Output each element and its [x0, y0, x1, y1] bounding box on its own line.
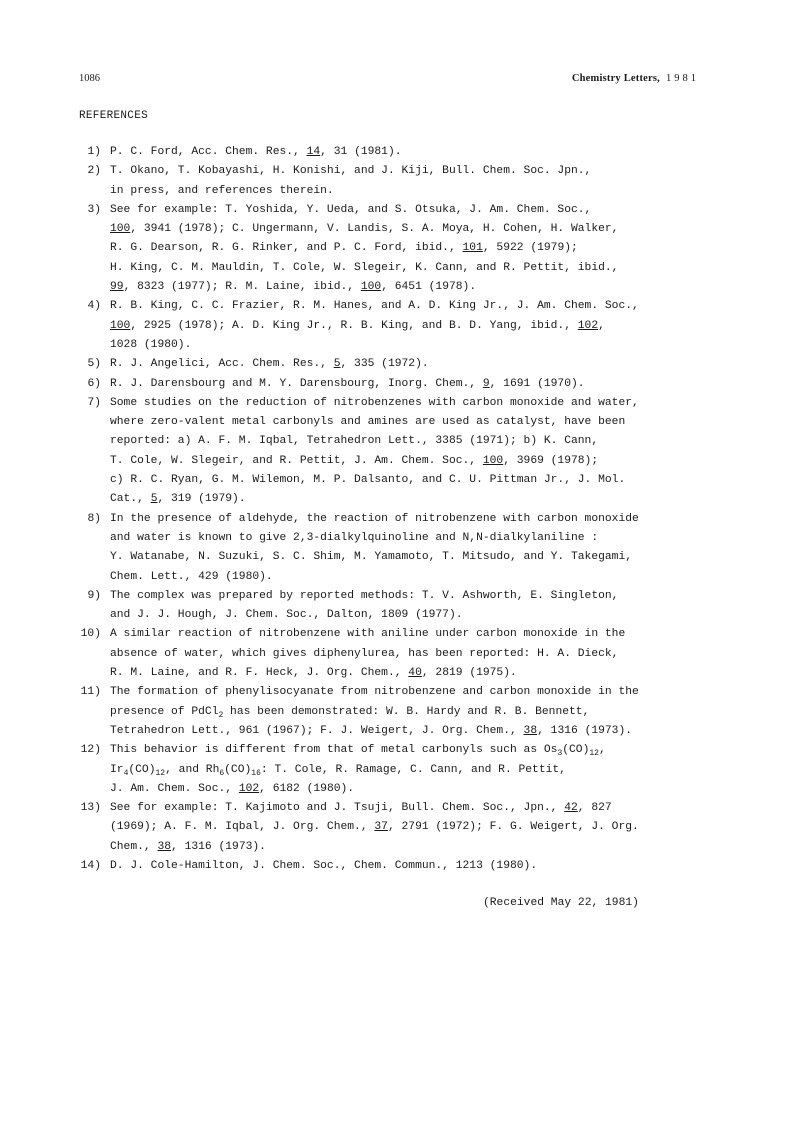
volume-number: 9 — [482, 377, 490, 390]
reference-number: 3) — [87, 203, 101, 216]
reference-number: 7) — [87, 396, 101, 409]
reference-item — [70, 162, 720, 201]
subscript: 2 — [218, 710, 224, 720]
volume-number: 100 — [110, 223, 131, 236]
volume-number: 100 — [110, 319, 131, 332]
reference-item — [70, 799, 720, 857]
reference-line: See for example: T. Kajimoto and J. Tsuji, Bull. Chem. Soc., Jpn., 42, 827 — [110, 802, 612, 815]
reference-item — [70, 587, 720, 626]
volume-number: 40 — [408, 667, 422, 680]
volume-number: 102 — [577, 319, 599, 332]
reference-item — [70, 375, 720, 394]
reference-line: R. J. Angelici, Acc. Chem. Res., 5, 335 (1972). — [110, 358, 429, 371]
reference-number: 8) — [87, 512, 101, 525]
volume-number: 5 — [333, 358, 341, 371]
reference-line: 1028 (1980). — [110, 338, 192, 351]
reference-number: 1) — [87, 146, 101, 158]
reference-line: H. King, C. M. Mauldin, T. Cole, W. Slegeir, K. Cann, and R. Pettit, ibid., — [110, 261, 619, 274]
reference-line: presence of PdCl$_2$ has been demonstrated: W. B. Hardy and R. B. Bennett, — [110, 705, 590, 720]
reference-item — [70, 857, 720, 876]
reference-number: 11) — [80, 686, 101, 699]
reference-line: Chem. Lett., 429 (1980). — [110, 570, 273, 583]
reference-line: (1969); A. F. M. Iqbal, J. Org. Chem., 37, 2791 (1972); F. G. Weigert, J. Org. — [110, 821, 639, 834]
volume-number: 38 — [523, 724, 538, 737]
reference-item — [70, 355, 720, 374]
volume-number: 38 — [157, 840, 172, 853]
volume-number: 14 — [306, 146, 321, 158]
reference-item — [70, 143, 720, 162]
reference-number: 5) — [87, 358, 101, 371]
reference-list — [70, 143, 720, 876]
reference-line: R. G. Dearson, R. G. Rinker, and P. C. Ford, ibid., 101, 5922 (1979); — [110, 242, 578, 255]
reference-line: and water is known to give 2,3-dialkylquinoline and N,N-dialkylaniline : — [110, 531, 599, 544]
subscript: 12 — [589, 749, 599, 759]
reference-line: In the presence of aldehyde, the reaction of nitrobenzene with carbon monoxide — [110, 512, 639, 525]
reference-line: where zero-valent metal carbonyls and amines are used as catalyst, have been — [110, 416, 626, 429]
reference-number: 13) — [80, 802, 101, 815]
reference-number: 9) — [87, 589, 101, 602]
reference-line: See for example: T. Yoshida, Y. Ueda, and S. Otsuka, J. Am. Chem. Soc., — [110, 203, 592, 216]
references-heading: REFERENCES — [79, 110, 149, 122]
reference-item — [70, 625, 720, 683]
subscript: 3 — [557, 749, 563, 759]
reference-line: R. M. Laine, and R. F. Heck, J. Org. Chem., 40, 2819 (1975). — [110, 667, 517, 680]
reference-number: 14) — [80, 859, 101, 872]
volume-number: 100 — [360, 281, 382, 294]
reference-line: 99, 8323 (1977); R. M. Laine, ibid., 100, 6451 (1978). — [110, 281, 477, 294]
journal-name — [572, 73, 699, 84]
reference-line: The complex was prepared by reported methods: T. V. Ashworth, E. Singleton, — [110, 589, 619, 602]
reference-line: This behavior is different from that of metal carbonyls such as $Os_3(CO)_{12}$, — [110, 744, 606, 759]
volume-number: 100 — [482, 454, 504, 467]
reference-line: R. J. Darensbourg and M. Y. Darensbourg, Inorg. Chem., 9, 1691 (1970). — [110, 377, 585, 390]
volume-number: 37 — [374, 821, 388, 834]
reference-line: in press, and references therein. — [110, 184, 334, 197]
reference-item — [70, 201, 720, 297]
volume-number: 99 — [110, 281, 124, 294]
reference-line: Tetrahedron Lett., 961 (1967); F. J. Weigert, J. Org. Chem., 38, 1316 (1973). — [110, 724, 633, 737]
reference-line: 100, 3941 (1978); C. Ungermann, V. Landis, S. A. Moya, H. Cohen, H. Walker, — [110, 223, 619, 236]
subscript: 16 — [251, 768, 261, 778]
reference-number: 10) — [80, 628, 101, 641]
reference-item — [70, 510, 720, 587]
volume-number: 102 — [238, 782, 260, 795]
reference-line: and J. J. Hough, J. Chem. Soc., Dalton, 1809 (1977). — [110, 609, 463, 622]
reference-line: J. Am. Chem. Soc., 102, 6182 (1980). — [110, 782, 355, 795]
reference-line: T. Okano, T. Kobayashi, H. Konishi, and J. Kiji, Bull. Chem. Soc. Jpn., — [110, 165, 592, 178]
subscript: 6 — [219, 768, 225, 778]
page-header — [79, 73, 699, 87]
reference-line: reported: a) A. F. M. Iqbal, Tetrahedron Lett., 3385 (1971); b) K. Cann, — [110, 435, 599, 448]
reference-number: 6) — [87, 377, 101, 390]
page-number: 1086 — [79, 73, 100, 84]
reference-item — [70, 394, 720, 510]
reference-line: absence of water, which gives diphenylurea, has been reported: H. A. Dieck, — [110, 647, 619, 660]
volume-number: 42 — [564, 802, 578, 815]
journal-year: 1981 — [666, 73, 699, 84]
volume-number: 5 — [150, 493, 158, 506]
reference-line: P. C. Ford, Acc. Chem. Res., 14, 31 (1981). — [110, 146, 402, 158]
reference-item — [70, 683, 720, 741]
journal-title: Chemistry Letters, — [571, 73, 660, 84]
subscript: 4 — [123, 768, 129, 778]
reference-number: 12) — [80, 744, 101, 757]
reference-item — [70, 297, 720, 355]
subscript: 12 — [155, 768, 166, 778]
reference-item — [70, 741, 720, 799]
received-date: (Received May 22, 1981) — [483, 897, 639, 909]
reference-line: Some studies on the reduction of nitrobenzenes with carbon monoxide and water, — [110, 396, 639, 409]
reference-line: T. Cole, W. Slegeir, and R. Pettit, J. Am. Chem. Soc., 100, 3969 (1978); — [110, 454, 599, 467]
reference-number: 2) — [87, 165, 101, 178]
volume-number: 101 — [462, 242, 483, 255]
reference-line: Chem., 38, 1316 (1973). — [110, 840, 266, 853]
reference-line: c) R. C. Ryan, G. M. Wilemon, M. P. Dalsanto, and C. U. Pittman Jr., J. Mol. — [110, 474, 626, 487]
reference-line: The formation of phenylisocyanate from nitrobenzene and carbon monoxide in the — [110, 686, 639, 699]
reference-line: Y. Watanabe, N. Suzuki, S. C. Shim, M. Yamamoto, T. Mitsudo, and Y. Takegami, — [110, 551, 633, 564]
reference-line: $Ir_4(CO)_{12}$, and $Rh_6(CO)_{16}$: T. Cole, R. Ramage, C. Cann, and R. Pettit, — [110, 763, 566, 778]
reference-number: 4) — [87, 300, 101, 313]
reference-line: Cat., 5, 319 (1979). — [110, 493, 246, 506]
reference-line: A similar reaction of nitrobenzene with aniline under carbon monoxide in the — [110, 628, 626, 641]
reference-line: 100, 2925 (1978); A. D. King Jr., R. B. King, and B. D. Yang, ibid., 102, — [110, 319, 605, 332]
reference-line: R. B. King, C. C. Frazier, R. M. Hanes, and A. D. King Jr., J. Am. Chem. Soc., — [110, 300, 639, 313]
reference-line: D. J. Cole-Hamilton, J. Chem. Soc., Chem. Commun., 1213 (1980). — [110, 859, 538, 872]
